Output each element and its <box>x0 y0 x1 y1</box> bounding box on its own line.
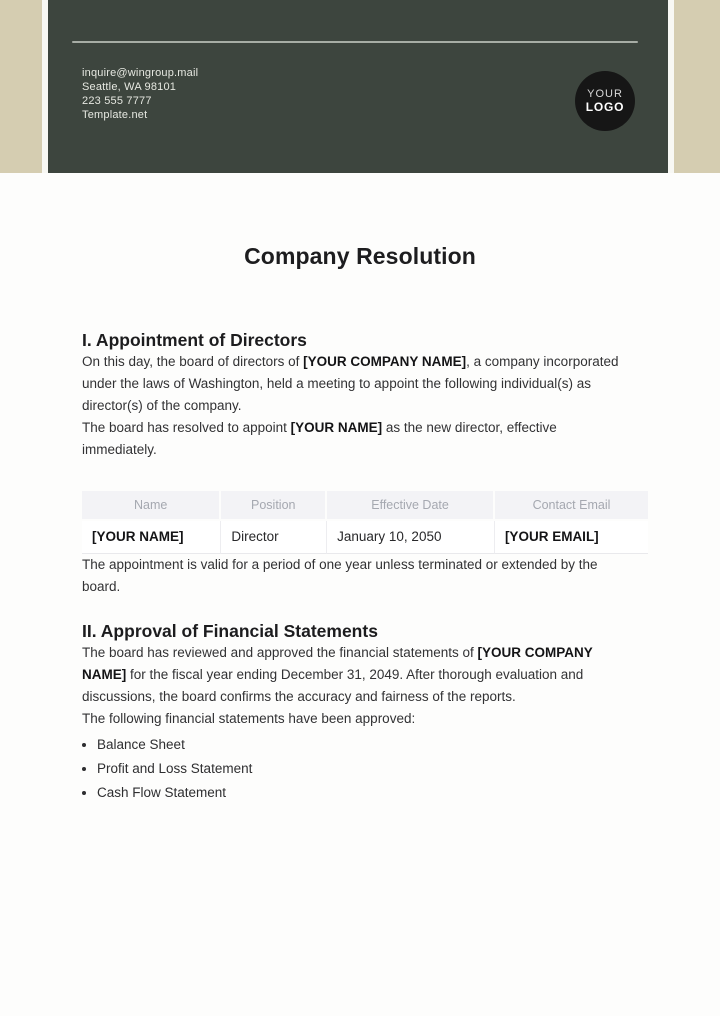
company-logo <box>575 71 635 131</box>
logo-text-your: YOUR <box>587 88 623 100</box>
document-content <box>0 330 720 805</box>
resolution-paragraph-text-after: as the new director, effective immediately. <box>82 420 557 457</box>
contact-address: Seattle, WA 98101 <box>82 81 177 93</box>
section-appointment <box>82 330 648 598</box>
appointment-paragraph-text-after: , a company incorporated under the laws of Washington, held a meeting to appoint the following individual(s) as director(s) of the company. <box>82 354 619 413</box>
column-header-effective-date: Effective Date <box>327 491 495 521</box>
contact-phone: 223 555 7777 <box>82 95 152 107</box>
cell-contact-email-value: [YOUR EMAIL] <box>504 529 599 544</box>
left-margin-bar <box>0 0 42 173</box>
header-panel <box>48 0 668 173</box>
column-header-name: Name <box>82 491 221 521</box>
contact-info <box>82 66 198 122</box>
approved-statements-list <box>82 733 648 805</box>
column-header-position: Position <box>221 491 327 521</box>
financial-paragraph <box>82 642 632 708</box>
director-name-placeholder: [YOUR NAME] <box>290 420 383 435</box>
list-item-balance-sheet: • Balance Sheet <box>97 733 648 757</box>
validity-paragraph: The appointment is valid for a period of one year unless terminated or extended by the board. <box>82 557 598 594</box>
cell-contact-email <box>495 521 648 554</box>
table-head <box>82 491 648 521</box>
appointment-paragraph-text: On this day, the board of directors of <box>82 354 304 369</box>
cell-effective-date: January 10, 2050 <box>327 521 495 554</box>
document-title: Company Resolution <box>244 243 476 269</box>
company-name-placeholder: [YOUR COMPANY NAME] <box>303 354 467 369</box>
contact-email: inquire@wingroup.mail <box>82 67 199 79</box>
logo-text-logo: LOGO <box>585 100 625 114</box>
resolution-paragraph-text: The board has resolved to appoint <box>82 420 291 435</box>
header-divider-line <box>72 41 638 43</box>
list-item-cash-flow: • Cash Flow Statement <box>97 781 648 805</box>
list-item-profit-loss: • Profit and Loss Statement <box>97 757 648 781</box>
resolution-paragraph <box>82 417 632 461</box>
appointment-heading: I. Appointment of Directors <box>82 330 307 350</box>
table-body <box>82 521 648 554</box>
financial-heading: II. Approval of Financial Statements <box>82 621 378 641</box>
header-banner <box>0 0 720 173</box>
section-financial-statements <box>82 621 648 805</box>
directors-table <box>82 491 648 554</box>
financial-paragraph-text: The board has reviewed and approved the financial statements of <box>82 645 478 660</box>
right-margin-bar <box>674 0 720 173</box>
approved-intro-paragraph: The following financial statements have been approved: <box>82 711 416 726</box>
table-row <box>82 521 648 554</box>
cell-name-value: [YOUR NAME] <box>92 529 184 544</box>
company-name-placeholder-2: [YOUR COMPANY NAME] <box>82 645 593 682</box>
financial-paragraph-text-after: for the fiscal year ending December 31, 2049. After thorough evaluation and discussions, the board confirms the accuracy and fairness of the reports. <box>82 667 584 704</box>
cell-name <box>82 521 221 554</box>
column-header-contact-email: Contact Email <box>495 491 648 521</box>
appointment-paragraph <box>82 351 632 417</box>
cell-position: Director <box>221 521 327 554</box>
contact-website: Template.net <box>82 109 148 121</box>
table-header-row <box>82 491 648 521</box>
